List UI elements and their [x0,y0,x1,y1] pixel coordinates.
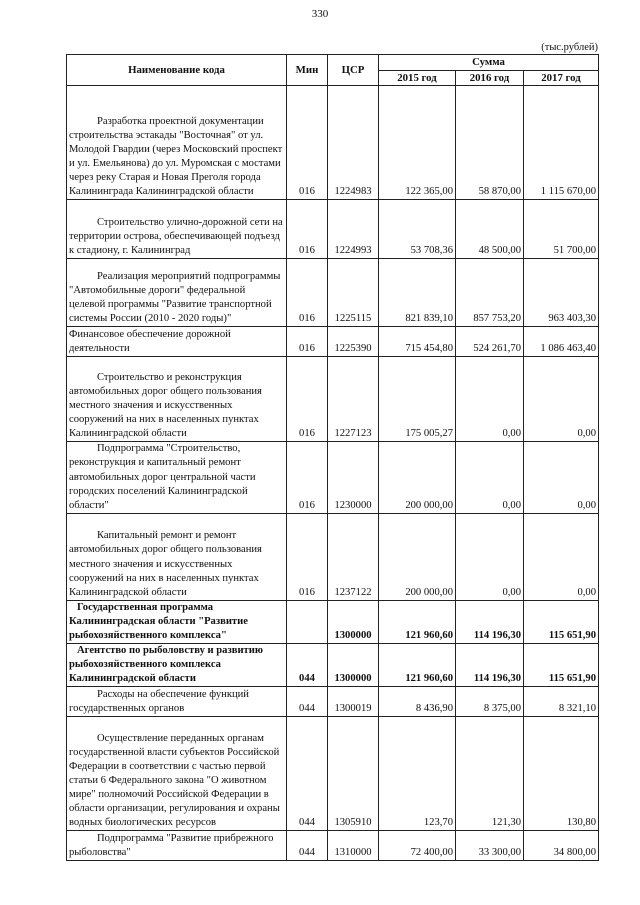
header-sum: Сумма [379,55,599,71]
table-row [67,327,599,357]
row-2016: 0,00 [456,442,524,513]
row-2017: 34 800,00 [524,831,599,861]
row-2015: 123,70 [379,717,456,831]
row-2015: 121 960,60 [379,643,456,686]
row-2017: 0,00 [524,513,599,600]
row-csr: 1230000 [328,442,379,513]
row-csr: 1225390 [328,327,379,357]
row-name: Строительство улично-дорожной сети на территории острова, обеспечивающей подъезд к стадиону, г. Калининград [67,200,287,259]
row-csr: 1300000 [328,600,379,643]
row-2017: 1 115 670,00 [524,86,599,200]
table-row [67,513,599,600]
row-csr: 1300000 [328,643,379,686]
row-2015: 200 000,00 [379,513,456,600]
table-row [67,357,599,442]
row-2017: 0,00 [524,442,599,513]
row-min: 016 [287,513,328,600]
row-2017: 0,00 [524,357,599,442]
row-2015: 122 365,00 [379,86,456,200]
table-row [67,643,599,686]
header-2017: 2017 год [524,71,599,86]
header-csr: ЦСР [328,55,379,86]
row-2016: 857 753,20 [456,259,524,327]
table-row [67,200,599,259]
row-csr: 1224983 [328,86,379,200]
row-csr: 1227123 [328,357,379,442]
row-2015: 821 839,10 [379,259,456,327]
row-name: Агентство по рыболовству и развитию рыбохозяйственного комплекса Калининградской области [67,643,287,686]
row-2016: 8 375,00 [456,687,524,717]
row-2015: 715 454,80 [379,327,456,357]
row-2015: 8 436,90 [379,687,456,717]
table-row [67,600,599,643]
table-row [67,86,599,200]
row-csr: 1224993 [328,200,379,259]
row-min: 016 [287,442,328,513]
row-name: Осуществление переданных органам государственной власти субъектов Российской Федерации в соответствии с частью первой статьи 6 Федерального закона "О животном мире" полномочий Российской Федерации в области организации, регулирования и охраны водных биологических ресурсов [67,717,287,831]
row-name: Разработка проектной документации строительства эстакады "Восточная" от ул. Молодой Гвардии (через Московский проспект и ул. Емельянова) до ул. Муромская с мостами через реку Старая и Новая Преголя города Калининграда Калининградской области [67,86,287,200]
row-min: 016 [287,86,328,200]
row-min: 044 [287,717,328,831]
row-name: Финансовое обеспечение дорожной деятельности [67,327,287,357]
row-min [287,600,328,643]
row-2015: 72 400,00 [379,831,456,861]
budget-table [66,54,599,861]
row-name: Строительство и реконструкция автомобильных дорог общего пользования местного значения и искусственных сооружений на них в населенных пунктах Калининградской области [67,357,287,442]
row-2017: 115 651,90 [524,643,599,686]
row-2017: 130,80 [524,717,599,831]
table-row [67,831,599,861]
header-2016: 2016 год [456,71,524,86]
row-name: Подпрограмма "Строительство, реконструкция и капитальный ремонт автомобильных дорог центральной части городских поселений Калининградской области" [67,442,287,513]
row-2016: 114 196,30 [456,643,524,686]
row-name: Реализация мероприятий подпрограммы "Автомобильные дороги" федеральной целевой программы "Развитие транспортной системы России (2010 - 2020 годы)" [67,259,287,327]
table-row [67,717,599,831]
row-2016: 0,00 [456,513,524,600]
row-csr: 1300019 [328,687,379,717]
row-csr: 1310000 [328,831,379,861]
table-row [67,259,599,327]
row-2016: 33 300,00 [456,831,524,861]
row-2016: 524 261,70 [456,327,524,357]
table-row [67,442,599,513]
row-min: 044 [287,831,328,861]
row-min: 016 [287,200,328,259]
row-2017: 115 651,90 [524,600,599,643]
row-2015: 53 708,36 [379,200,456,259]
row-2016: 48 500,00 [456,200,524,259]
page-number: 330 [311,8,329,20]
row-min: 016 [287,259,328,327]
row-min: 044 [287,643,328,686]
units-label: (тыс.рублей) [541,42,598,53]
row-csr: 1225115 [328,259,379,327]
row-name: Подпрограмма "Развитие прибрежного рыболовства" [67,831,287,861]
row-2015: 200 000,00 [379,442,456,513]
row-min: 016 [287,357,328,442]
row-2017: 963 403,30 [524,259,599,327]
row-2015: 175 005,27 [379,357,456,442]
header-min: Мин [287,55,328,86]
row-2016: 58 870,00 [456,86,524,200]
row-2017: 1 086 463,40 [524,327,599,357]
row-2016: 114 196,30 [456,600,524,643]
row-min: 016 [287,327,328,357]
row-2017: 51 700,00 [524,200,599,259]
row-name: Расходы на обеспечение функций государственных органов [67,687,287,717]
row-name: Капитальный ремонт и ремонт автомобильных дорог общего пользования местного значения и искусственных сооружений на них в населенных пунктах Калининградской области [67,513,287,600]
row-csr: 1237122 [328,513,379,600]
table-row [67,687,599,717]
row-2016: 121,30 [456,717,524,831]
row-min: 044 [287,687,328,717]
header-2015: 2015 год [379,71,456,86]
header-name: Наименование кода [67,55,287,86]
row-csr: 1305910 [328,717,379,831]
row-2017: 8 321,10 [524,687,599,717]
row-name: Государственная программа Калининградская области "Развитие рыбохозяйственного комплекса" [67,600,287,643]
row-2016: 0,00 [456,357,524,442]
row-2015: 121 960,60 [379,600,456,643]
